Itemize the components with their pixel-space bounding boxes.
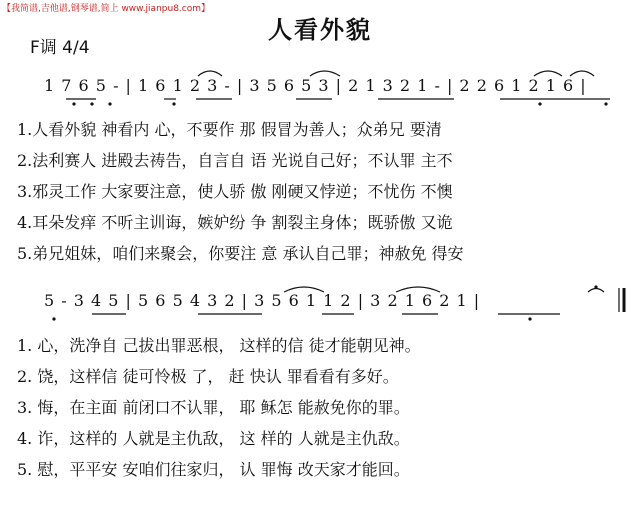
octave-dot: [52, 317, 55, 320]
slur-mark: [310, 71, 340, 76]
lyric-verse-1-line-1: 1.人看外貌 神看内 心，不要作 那 假冒为善人；众弟兄 要清: [17, 120, 442, 139]
lyric-verse-2-line-2: 2. 饶，这样信 徒可怜极 了， 赶 快认 罪看看有多好。: [17, 367, 399, 386]
slur-mark: [198, 71, 222, 76]
lyric-verse-4-line-1: 4.耳朵发痒 不听主训诲，嫉妒纷 争 割裂主身体；既骄傲 又诡: [17, 213, 453, 232]
notation-line-1: 1 7 6 5 - | 1 6 1 2 3 - | 3 5 6 5 3 | 2 1 3 2 1 - | 2 2 6 1 2 1 6 |: [44, 76, 587, 95]
slur-mark: [534, 71, 562, 76]
slur-mark: [570, 71, 594, 76]
lyric-verse-3-line-1: 3.邪灵工作 大家要注意，使人骄 傲 刚硬又悖逆；不忧伤 不懊: [17, 182, 453, 201]
octave-dot: [108, 102, 111, 105]
lyric-verse-1-line-2: 1. 心，洗净自 己拔出罪恶根， 这样的信 徒才能朝见神。: [17, 336, 421, 355]
lyric-verse-3-line-2: 3. 悔，在主面 前闭口不认罪， 耶 稣怎 能赦免你的罪。: [17, 398, 410, 417]
octave-dot: [172, 102, 175, 105]
slur-mark: [284, 287, 324, 292]
octave-dot: [72, 102, 75, 105]
lyric-verse-4-line-2: 4. 诈，这样的 人就是主仇敌， 这 样的 人就是主仇敌。: [17, 429, 410, 448]
watermark-text: 【我简谱,吉他谱,钢琴谱,简上 www.jianpu8.com】: [2, 4, 211, 14]
lyric-verse-2-line-1: 2.法利赛人 进殿去祷告，自言自 语 光说自己好；不认罪 主不: [17, 151, 453, 170]
key-signature: F调 4/4: [30, 38, 90, 58]
slur-mark: [588, 289, 604, 293]
lyric-verse-5-line-2: 5. 慰，平平安 安咱们往家归， 认 罪悔 改天家才能回。: [17, 460, 410, 479]
song-title: 人看外貌: [268, 16, 372, 44]
slur-mark: [396, 287, 440, 292]
octave-dot: [90, 102, 93, 105]
octave-dot: [594, 285, 597, 288]
octave-dot: [528, 317, 531, 320]
octave-dot: [604, 102, 607, 105]
octave-dot: [538, 102, 541, 105]
lyric-verse-5-line-1: 5.弟兄姐妹，咱们来聚会，你要注 意 承认自己罪；神赦免 得安: [17, 244, 464, 263]
notation-line-2: 5 - 3 4 5 | 5 6 5 4 3 2 | 3 5 6 1 1 2 | 3 2 1 6 2 1 |: [44, 291, 481, 310]
